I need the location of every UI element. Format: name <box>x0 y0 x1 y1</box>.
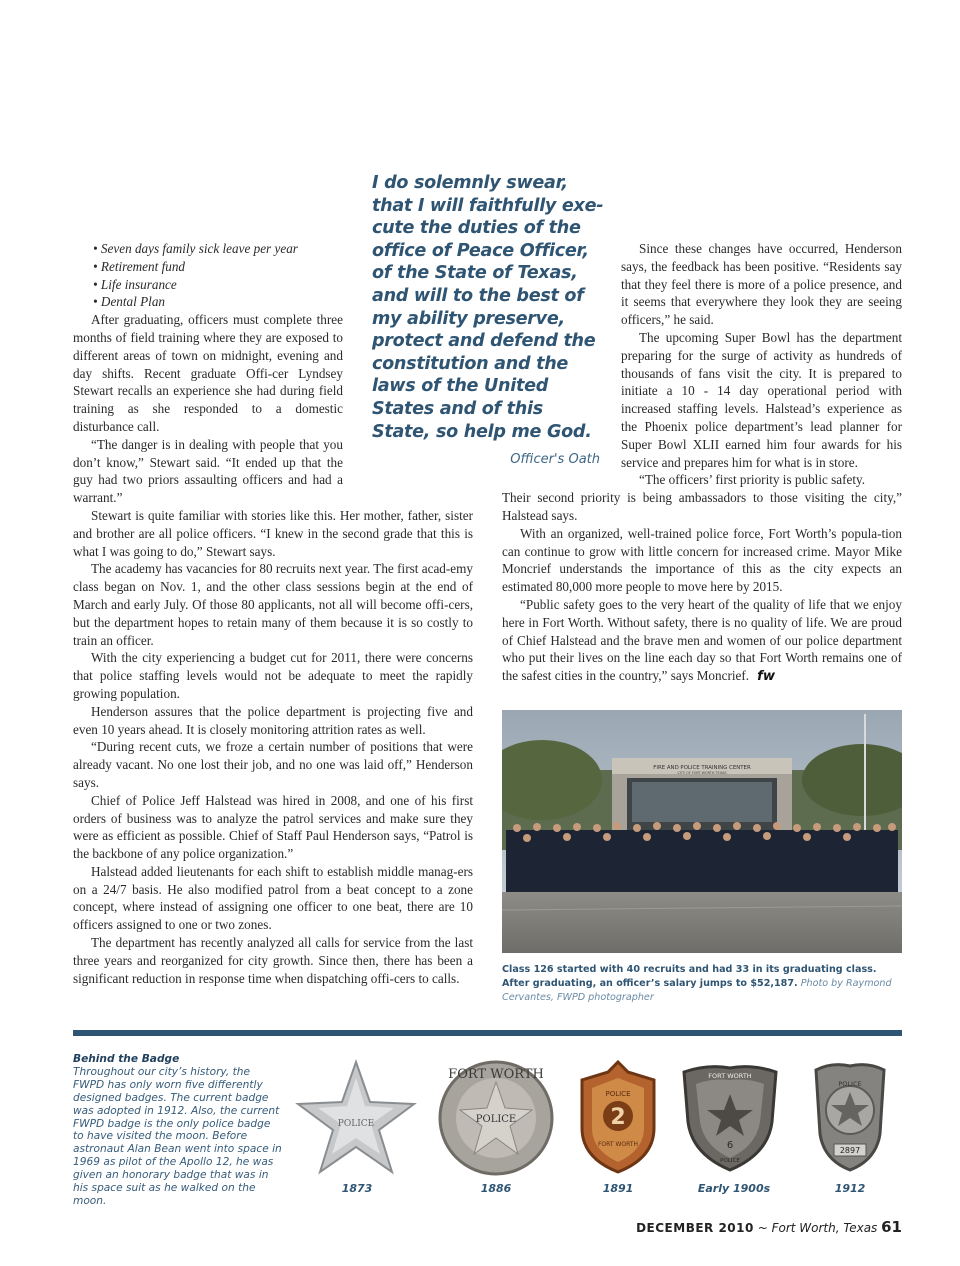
photo-caption <box>502 963 902 1005</box>
sidebar-title: Behind the Badge <box>73 1053 180 1065</box>
badge-early-1900s-number: 6 <box>726 1140 734 1151</box>
left-text-column <box>73 240 473 987</box>
badge-1891-bottom-text: FORT WORTH <box>597 1141 639 1148</box>
badge-1891-number: 2 <box>610 1105 626 1130</box>
footer-separator: ~ <box>757 1221 768 1235</box>
benefit-item: • Retirement fund <box>93 258 343 276</box>
paragraph: Halstead added lieutenants for each shift to establish middle manag-ers on a 24/7 basis. He also modified patrol from a beat concept to a zone concept, where instead of assigning one officer to one beat, there are 10 officers assigned to one or two zones. <box>73 863 473 933</box>
sidebar-text: Throughout our city’s history, the FWPD has only worn five differently designed badges. The current badge was adopted in 1912. Also, the current FWPD badge is the only police badge to have visited the moon. Before astronaut Alan Bean went into space in 1969 as pilot of the Apollo 12, he was given an honorary badge that was in his space suit as he walked on the moon. <box>73 1065 282 1207</box>
footer-issue-date: DECEMBER 2010 <box>636 1221 754 1235</box>
paragraph: With the city experiencing a budget cut for 2011, there were concerns that police staffing levels would not be adequate to meet the rapidly growing population. <box>73 650 473 701</box>
footer-publication: Fort Worth, Texas <box>771 1221 878 1235</box>
paragraph: After graduating, officers must complete three months of field training where they are exposed to different areas of town on midnight, evening and day shifts. Recent graduate Offi-cer Lyndsey Stewart recalls an experience she had during field training as she responded to a domestic disturbance call. <box>73 312 343 434</box>
left-narrow-block <box>73 311 343 507</box>
badge-early-1900s-shield-icon <box>676 1058 784 1176</box>
right-narrow-block <box>621 240 902 489</box>
badge-year-1873: 1873 <box>341 1182 373 1195</box>
badge-year-1912: 1912 <box>834 1182 866 1195</box>
building-sign-1: FIRE AND POLICE TRAINING CENTER <box>653 765 751 771</box>
class-photo-illustration <box>502 710 902 953</box>
badge-1873-star-icon <box>292 1058 420 1176</box>
paragraph: The academy has vacancies for 80 recruits next year. The first acad-emy class began on Nov. 1, and the other class sessions begin at the end of March and early July. Of those 80 applicants, not all will become offi-cers, but the department hopes to retain many of them because it is so costly to train an officer. <box>73 561 473 648</box>
badge-1873-text: POLICE <box>337 1119 375 1129</box>
badge-year-1891: 1891 <box>602 1182 634 1195</box>
paragraph: Since these changes have occurred, Henderson says, the feedback has been positive. “Residents say that they feel there is more of a police presence, and it seems that everywhere they look they are seeing officers,” he said. <box>621 241 902 328</box>
paragraph: Stewart is quite familiar with stories like this. Her mother, father, sister and brother are all police officers. “I knew in the second grade that this is what I was going to do,” Stewart says. <box>73 507 473 559</box>
pull-quote: I do solemnly swear, that I will faithfully exe-cute the duties of the office of Peace Officer, of the State of Texas, and will to the best of my ability preserve, protect and defend the constitution and the laws of the United States and of this State, so help me God. <box>372 173 604 442</box>
end-mark: fw <box>757 669 775 685</box>
paragraph-text: “Public safety goes to the very heart of the quality of life that we enjoy here in Fort Worth. Without safety, there is no quality of life. We are proud of Chief Halstead and the brave men and women of our police department who put their lives on the line each day so that Fort Worth remains one of the safest cities in the country,” says Moncrief. <box>502 596 902 684</box>
photo-credit: Photo by Raymond Cervantes, FWPD photographer <box>502 978 892 1003</box>
badge-1912-arc-text: POLICE <box>838 1080 862 1088</box>
badge-1912-shield-icon <box>806 1058 894 1176</box>
benefits-list <box>73 240 343 311</box>
paragraph-lead-in: “The officers’ first priority is public safety. <box>639 472 866 488</box>
paragraph: The department has recently analyzed all calls for service from the last three years and reorganized for city growth. Since then, there has been a significant reduction in response time when dispatching offi-cers to calls. <box>73 935 473 986</box>
badge-1912-number: 2897 <box>839 1146 861 1155</box>
benefit-item: • Seven days family sick leave per year <box>93 240 343 258</box>
paragraph: With an organized, well-trained police force, Fort Worth’s popula-tion can continue to grow with little concern for increased crime. Mayor Mike Moncrief understands the importance of this as the city expects an estimated 80,000 more people to move here by 2015. <box>502 525 902 595</box>
badge-1891-shield-icon <box>574 1058 662 1176</box>
paragraph: “During recent cuts, we froze a certain number of positions that were already vacant. No one lost their job, and no one was laid off,” Henderson says. <box>73 739 473 790</box>
class-photo <box>502 710 902 953</box>
building-sign-2: CITY OF FORT WORTH TEXAS <box>677 771 727 775</box>
badge-1886-text: POLICE <box>475 1114 517 1125</box>
badge-1886-icon <box>432 1058 560 1178</box>
paragraph: Their second priority is being ambassadors to those visiting the city,” Halstead says. <box>502 490 902 523</box>
right-text-column <box>502 240 902 686</box>
behind-the-badge-sidebar <box>73 1053 283 1208</box>
badge-year-1886: 1886 <box>480 1182 512 1195</box>
benefit-item: • Dental Plan <box>93 293 343 311</box>
badge-year-early-1900s: Early 1900s <box>697 1182 771 1195</box>
section-divider <box>73 1030 902 1036</box>
paragraph: Chief of Police Jeff Halstead was hired in 2008, and one of his first orders of business was to analyze the patrol services and make sure they were as efficient as possible. Chief of Staff Paul Henderson says, “Patrol is the backbone of any police organization.” <box>73 792 473 862</box>
badge-1886-arc-text: FORT WORTH <box>448 1067 544 1082</box>
page-number: 61 <box>881 1218 902 1236</box>
caption-text: Class 126 started with 40 recruits and had 33 in its graduating class. After graduating, an officer’s salary jumps to $52,187. <box>502 964 877 989</box>
paragraph: “The danger is in dealing with people that you don’t know,” Stewart said. “It ended up that the guy had two priors assaulting officers and had a warrant.” <box>73 436 343 506</box>
benefit-item: • Life insurance <box>93 276 343 294</box>
badge-early-1900s-arc-text: FORT WORTH <box>708 1072 752 1080</box>
page-footer <box>636 1218 902 1236</box>
badge-early-1900s-bottom-text: POLICE <box>720 1158 740 1164</box>
badge-1891-arc-text: POLICE <box>605 1090 631 1098</box>
paragraph: Henderson assures that the police department is projecting five and even 10 years ahead. It is closely monitoring attrition rates as well. <box>73 703 473 737</box>
paragraph <box>502 596 902 686</box>
quote-attribution: Officer's Oath <box>510 452 600 467</box>
paragraph: The upcoming Super Bowl has the department preparing for the surge of activity as hundreds of thousands of fans visit the city. It is prepared to initiate a 10 - 14 day operational period with increased staffing levels. Halstead’s experience as the Phoenix police department’s lead planner for Super Bowl XLII earned him four awards for his service and prepares him for what is in store. <box>621 329 902 470</box>
